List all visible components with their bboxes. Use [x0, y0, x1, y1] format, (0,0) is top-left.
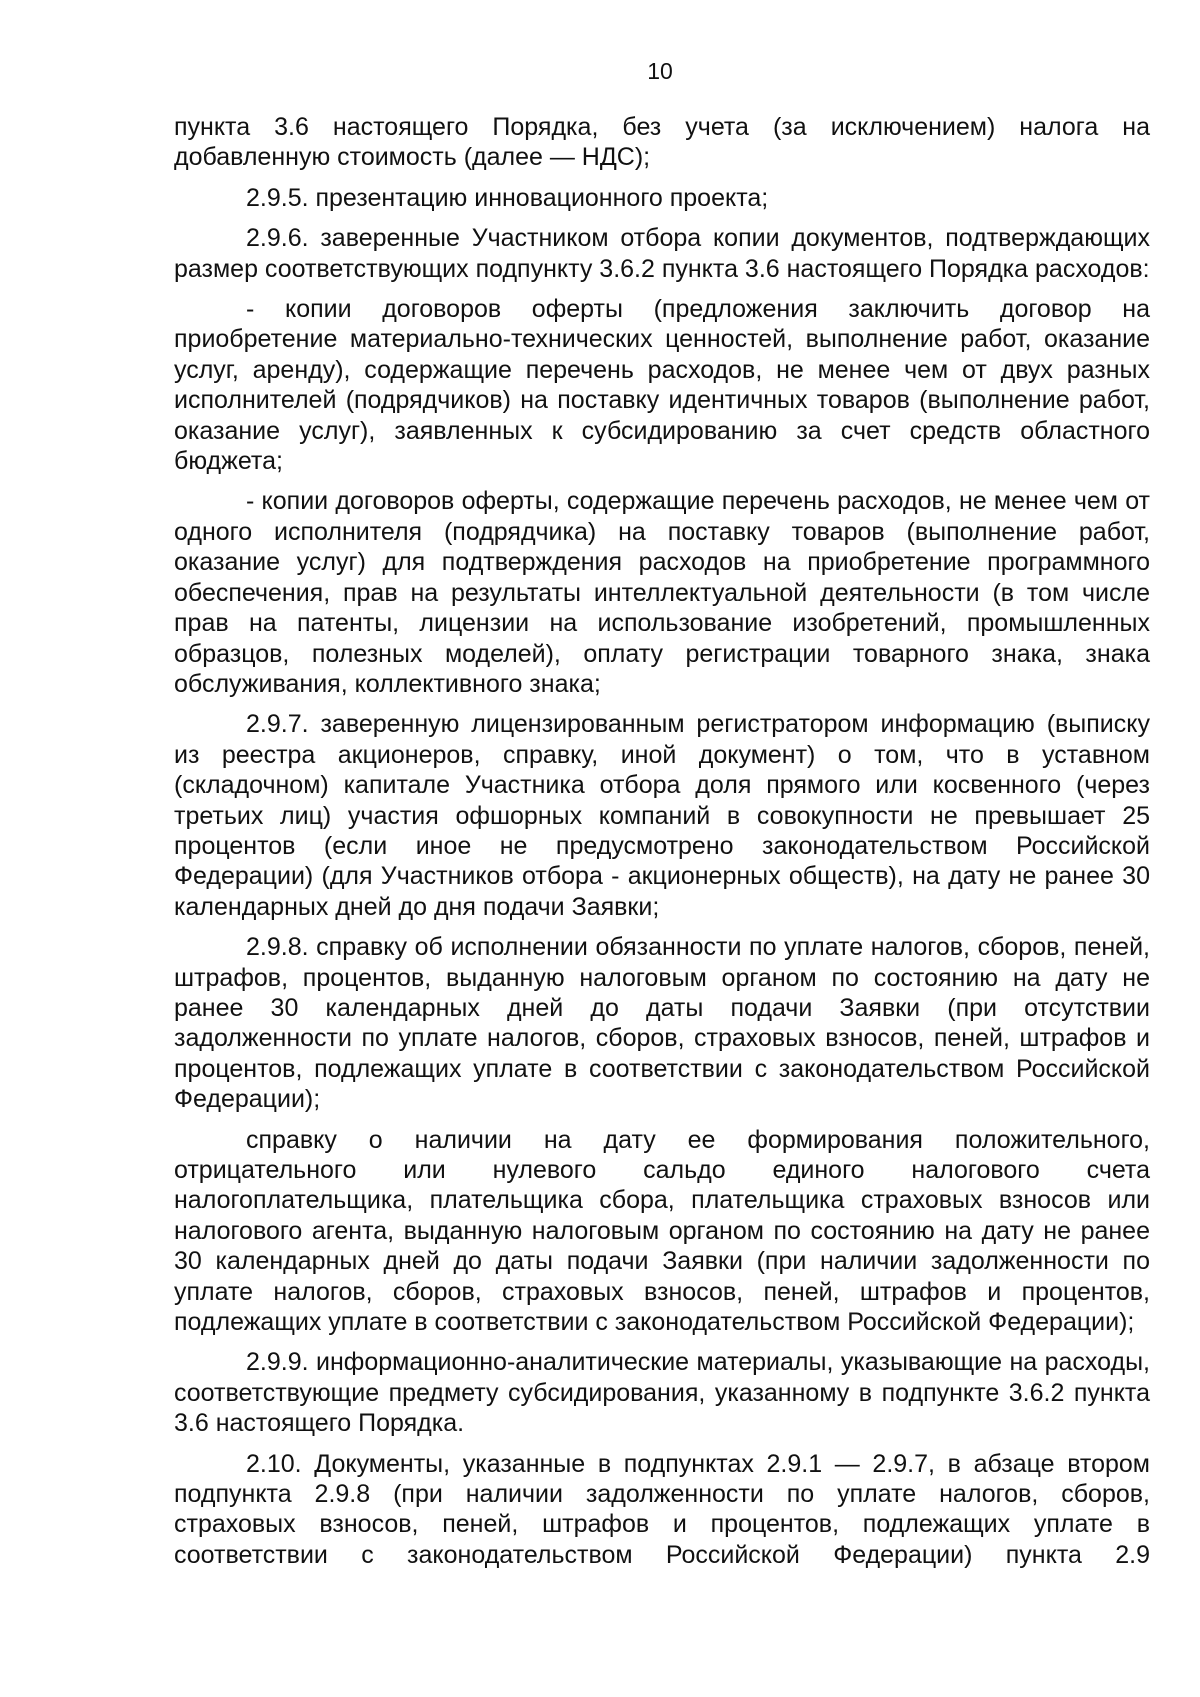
- paragraph-2-9-6: 2.9.6. заверенные Участником отбора копии документов, подтверждающих размер соответствующих подпункту 3.6.2 пункта 3.6 настоящего Порядка расходов:: [174, 224, 1150, 283]
- paragraph-2-9-9: 2.9.9. информационно-аналитические материалы, указывающие на расходы, соответствующие предмету субсидирования, указанному в подпункте 3.6.2 пункта 3.6 настоящего Порядка.: [174, 1348, 1150, 1438]
- paragraph-continuation: пункта 3.6 настоящего Порядка, без учета (за исключением) налога на добавленную стоимость (далее — НДС);: [174, 113, 1150, 172]
- paragraph-2-10: 2.10. Документы, указанные в подпунктах 2.9.1 — 2.9.7, в абзаце втором подпункта 2.9.8 (при наличии задолженности по уплате налогов, сборов, страховых взносов, пеней, штрафов и процентов, подлежащих уплате в соответствии с законодательством Российской Федерации) пункта 2.9: [174, 1449, 1150, 1569]
- page-number: 10: [647, 58, 673, 84]
- paragraph-2-9-5: 2.9.5. презентацию инновационного проекта;: [246, 183, 769, 212]
- paragraph-2-9-8: 2.9.8. справку об исполнении обязанности по уплате налогов, сборов, пеней, штрафов, процентов, выданную налоговым органом по состоянию на дату не ранее 30 календарных дней до даты подачи Заявки (при отсутствии задолженности по уплате налогов, сборов, страховых взносов, пеней, штрафов и процентов, подлежащих уплате в соответствии с законодательством Российской Федерации);: [174, 933, 1150, 1114]
- paragraph-list-item-offers-two: - копии договоров оферты (предложения заключить договор на приобретение материально-технических ценностей, выполнение работ, оказание услуг, аренду), содержащие перечень расходов, не менее чем от двух разных исполнителей (подрядчиков) на поставку идентичных товаров (выполнение работ, оказание услуг), заявленных к субсидированию за счет средств областного бюджета;: [174, 295, 1150, 476]
- document-body: [174, 112, 1150, 1580]
- paragraph-list-item-offers-one: - копии договоров оферты, содержащие перечень расходов, не менее чем от одного исполнителя (подрядчика) на поставку товаров (выполнение работ, оказание услуг) для подтверждения расходов на приобретение программного обеспечения, прав на результаты интеллектуальной деятельности (в том числе прав на патенты, лицензии на использование изобретений, промышленных образцов, полезных моделей), оплату регистрации товарного знака, знака обслуживания, коллективного знака;: [174, 487, 1150, 698]
- paragraph-2-9-7: 2.9.7. заверенную лицензированным регистратором информацию (выписку из реестра акционеров, справку, иной документ) о том, что в уставном (складочном) капитале Участника отбора доля прямого или косвенного (через третьих лиц) участия офшорных компаний в совокупности не превышает 25 процентов (если иное не предусмотрено законодательством Российской Федерации) (для Участников отбора - акционерных обществ), на дату не ранее 30 календарных дней до дня подачи Заявки;: [174, 710, 1150, 921]
- paragraph-2-9-8-second: справку о наличии на дату ее формирования положительного, отрицательного или нулевого сальдо единого налогового счета налогоплательщика, плательщика сбора, плательщика страховых взносов или налогового агента, выданную налоговым органом по состоянию на дату не ранее 30 календарных дней до даты подачи Заявки (при наличии задолженности по уплате налогов, сборов, страховых взносов, пеней, штрафов и процентов, подлежащих уплате в соответствии с законодательством Российской Федерации);: [174, 1125, 1150, 1337]
